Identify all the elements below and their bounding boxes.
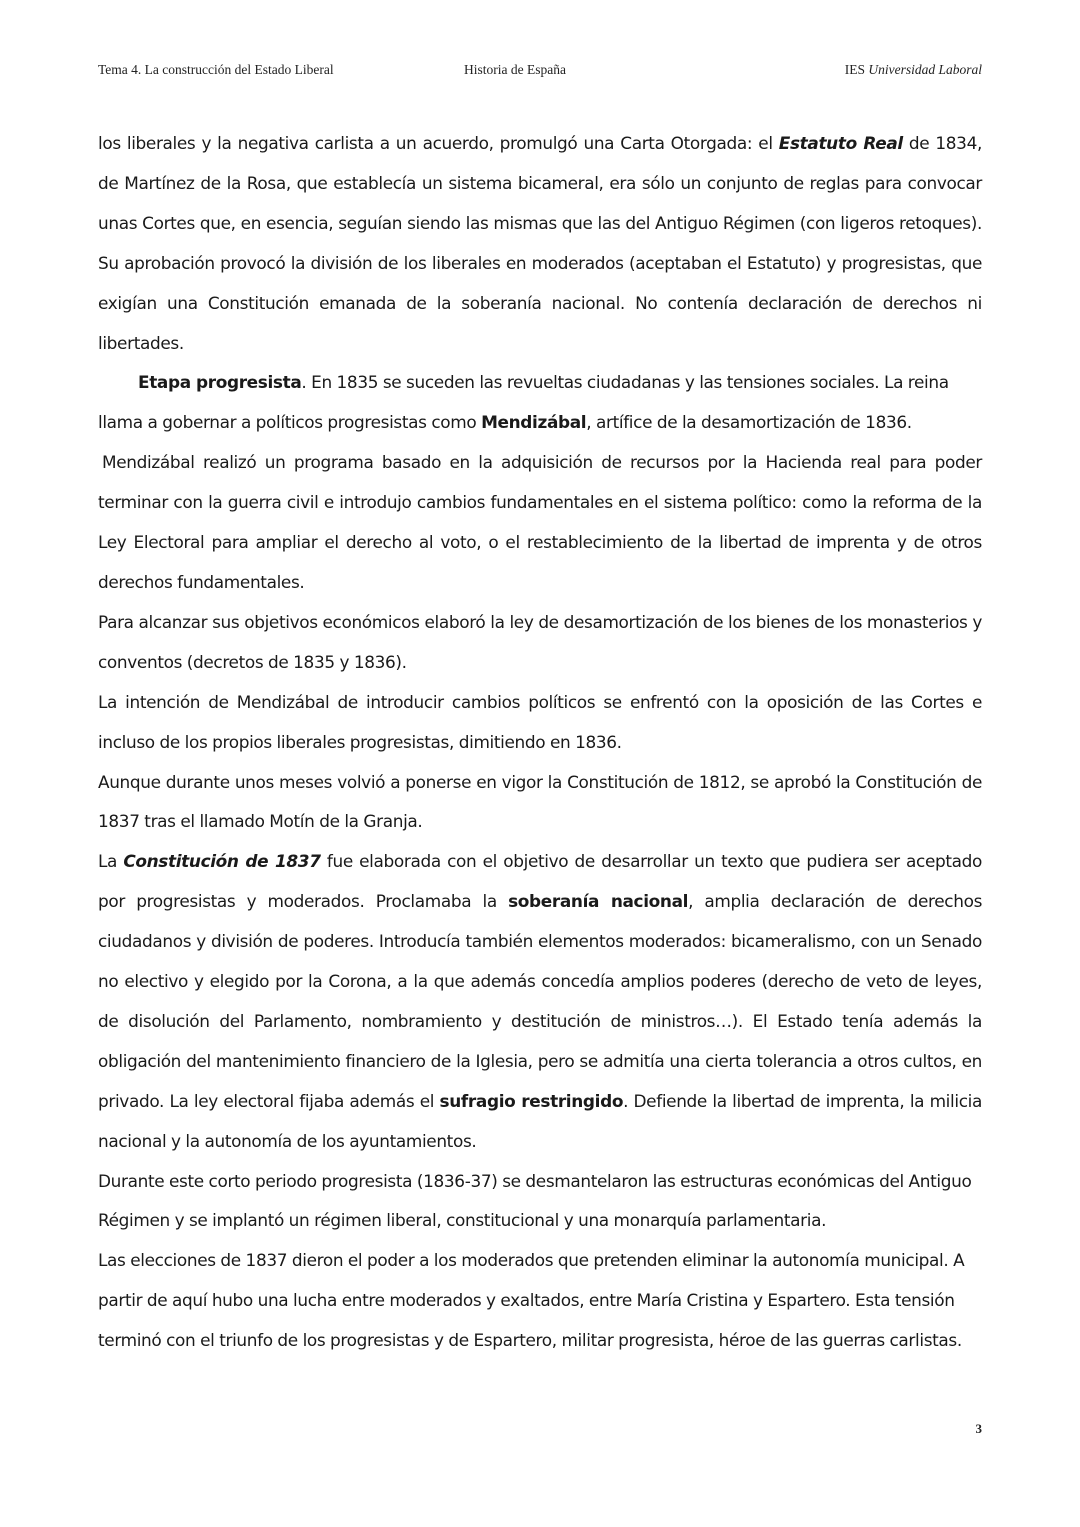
text-run: La <box>98 851 124 872</box>
text-run: de 1834, de Martínez de la Rosa, que establecía un sistema bicameral, era sólo un conjunto de reglas para convocar unas Cortes que, en esencia, seguían siendo las mismas que las del Antiguo Régimen (con ligeros retoques). Su aprobación provocó la división de los liberales en moderados (aceptaban el Estatuto) y progresistas, que exigían una Constitución emanada de la soberanía nacional. No contenía declaración de derechos ni libertades. <box>98 133 982 353</box>
header-subject: Historia de España <box>464 62 566 77</box>
header-school-name: Universidad Laboral <box>868 62 982 77</box>
paragraph-constitucion-1837 <box>98 842 982 1161</box>
term-constitucion-1837: Constitución de 1837 <box>123 851 321 872</box>
paragraph-mendizabal-programa: Mendizábal realizó un programa basado en la adquisición de recursos por la Hacienda real para poder terminar con la guerra civil e introdujo cambios fundamentales en el sistema político: como la reforma de la Ley Electoral para ampliar el derecho al voto, o el restablecimiento de la libertad de imprenta y de otros derechos fundamentales. <box>98 452 982 592</box>
paragraph-oposicion-cortes: La intención de Mendizábal de introducir cambios políticos se enfrentó con la oposición de las Cortes e incluso de los propios liberales progresistas, dimitiendo en 1836. <box>98 691 982 752</box>
paragraph-motin-granja: Aunque durante unos meses volvió a ponerse en vigor la Constitución de 1812, se aprobó la Constitución de 1837 tras el llamado Motín de la Granja. <box>98 771 982 832</box>
paragraph-periodo-progresista: Durante este corto periodo progresista (1836-37) se desmantelaron las estructuras económicas del Antiguo Régimen y se implantó un régimen liberal, constitucional y una monarquía parlamentaria. <box>98 1170 972 1231</box>
term-sufragio-restringido: sufragio restringido <box>439 1090 624 1111</box>
paragraph-etapa-progresista <box>98 363 982 443</box>
page-number: 3 <box>975 1421 982 1436</box>
text-run: , amplia declaración de derechos ciudadanos y división de poderes. Introducía también elementos moderados: bicameralismo, con un Senado no electivo y elegido por la Corona, a la que además concedía amplios poderes (derecho de veto de leyes, de disolución del Parlamento, nombramiento y destitución de ministros…). El Estado tenía además la obligación del mantenimiento financiero de la Iglesia, pero se admitía una cierta tolerancia a otros cultos, en privado. La ley electoral fijaba además el <box>98 891 983 1111</box>
term-estatuto-real: Estatuto Real <box>778 133 903 153</box>
document-body <box>98 124 982 1361</box>
term-mendizabal: Mendizábal <box>481 412 587 433</box>
heading-etapa-progresista: Etapa progresista <box>138 372 302 393</box>
text-run: fue elaborada con el objetivo de desarrollar un texto que pudiera ser aceptado por progresistas y moderados. Proclamaba la <box>98 851 982 912</box>
paragraph-desamortizacion: Para alcanzar sus objetivos económicos elaboró la ley de desamortización de los bienes de los monasterios y conventos (decretos de 1835 y 1836). <box>98 611 982 672</box>
text-run: . Defiende la libertad de imprenta, la milicia nacional y la autonomía de los ayuntamientos. <box>98 1090 982 1151</box>
text-run: . En 1835 se suceden las revueltas ciudadanas y las tensiones sociales. La reina llama a gobernar a políticos progresistas como <box>98 372 949 433</box>
page-header <box>98 62 982 84</box>
term-soberania-nacional: soberanía nacional <box>508 891 689 912</box>
text-run: los liberales y la negativa carlista a un acuerdo, promulgó una Carta Otorgada: el <box>98 133 779 153</box>
header-school <box>845 62 982 78</box>
text-run: , artífice de la desamortización de 1836. <box>586 412 912 433</box>
header-school-prefix: IES <box>844 62 869 77</box>
paragraph-elecciones-1837: Las elecciones de 1837 dieron el poder a los moderados que pretenden eliminar la autonomía municipal. A partir de aquí hubo una lucha entre moderados y exaltados, entre María Cristina y Espartero. Esta tensión terminó con el triunfo de los progresistas y de Espartero, militar progresista, héroe de las guerras carlistas. <box>98 1250 965 1351</box>
paragraph-estatuto-real <box>98 124 982 363</box>
header-topic: Tema 4. La construcción del Estado Liberal <box>98 62 334 77</box>
